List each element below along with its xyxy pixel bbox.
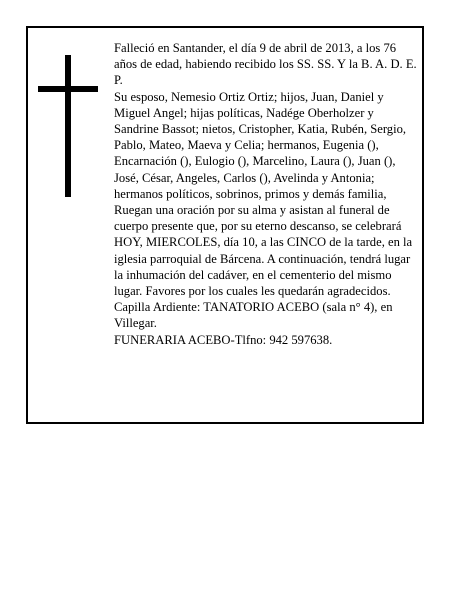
- obituary-text: [114, 40, 420, 348]
- cross-icon: [38, 55, 98, 197]
- obituary-notice: [26, 26, 424, 424]
- funeral-details: Ruegan una oración por su alma y asistan al funeral de cuerpo presente que, por su eterno descanso, se celebrará HOY, MIERCOLES, día 10, a las CINCO de la tarde, en la iglesia parroquial de Bárcena. A continuación, tendrá lugar la inhumación del cadáver, en el cementerio del mismo lugar. Favores por los cuales les quedarán agradecidos. Capilla Ardiente: TANATORIO ACEBO (sala n° 4), en Villegar.: [114, 203, 413, 331]
- funeral-home-contact: FUNERARIA ACEBO-Tlfno: 942 597638.: [114, 332, 333, 347]
- death-announcement: Falleció en Santander, el día 9 de abril de 2013, a los 76 años de edad, habiendo recibido los SS. SS. Y la B. A. D. E. P.: [114, 41, 417, 88]
- family-list: Su esposo, Nemesio Ortiz Ortiz; hijos, Juan, Daniel y Miguel Angel; hijas políticas, Nadége Oberholzer y Sandrine Bassot; nietos, Cristopher, Katia, Rubén, Sergio, Pablo, Mateo, Maeva y Celia; hermanos, Eugenia (), Encarnación (), Eulogio (), Marcelino, Laura (), Juan (), José, César, Angeles, Carlos (), Avelinda y Antonia; hermanos políticos, sobrinos, primos y demás familia,: [114, 89, 407, 201]
- cross-horizontal-bar: [38, 86, 98, 92]
- cross-vertical-bar: [65, 55, 71, 197]
